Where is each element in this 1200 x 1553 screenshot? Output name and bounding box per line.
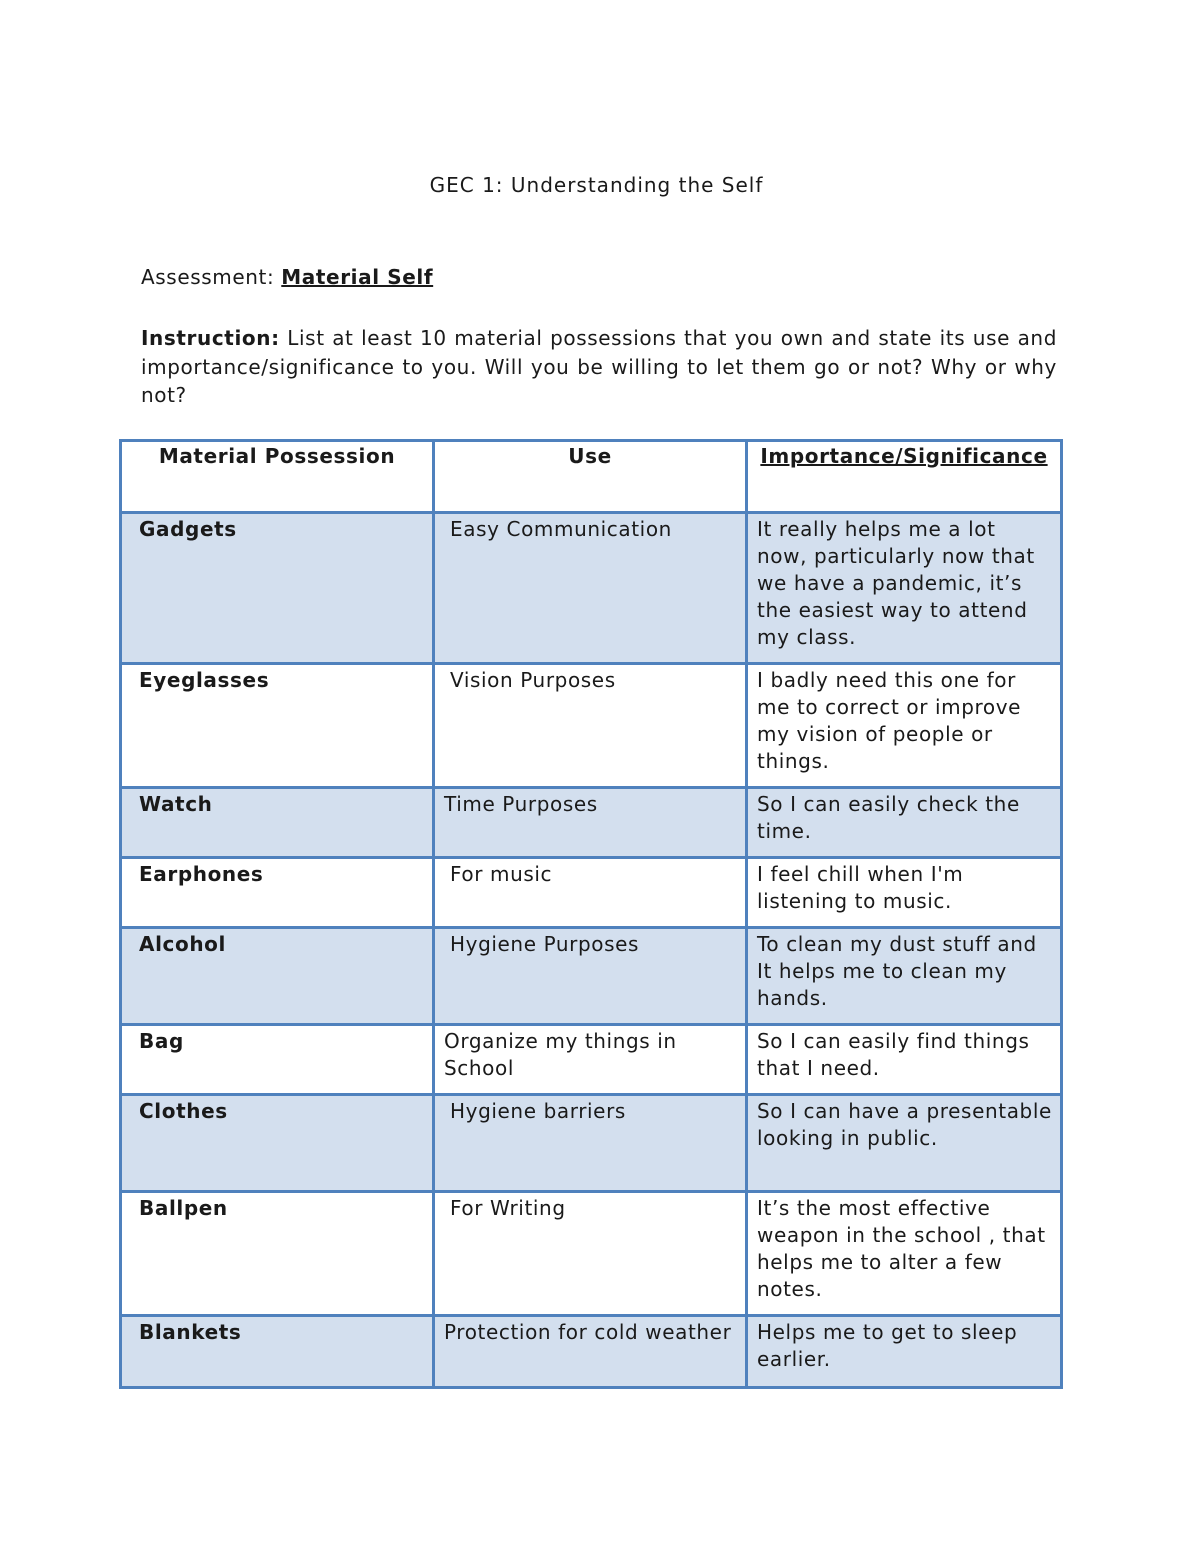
cell-importance: It’s the most effective weapon in the school , that helps me to alter a few notes. <box>747 1192 1062 1316</box>
table-row <box>121 1316 1062 1388</box>
cell-item: Ballpen <box>121 1192 434 1316</box>
cell-use: For Writing <box>434 1192 747 1316</box>
instruction-text: List at least 10 material possessions that you own and state its use and importance/significance to you. Will you be willing to let them go or not? Why or why not? <box>141 326 1057 407</box>
assessment-line <box>141 264 433 290</box>
table-row <box>121 664 1062 788</box>
table-row <box>121 1192 1062 1316</box>
cell-importance: So I can easily find things that I need. <box>747 1025 1062 1095</box>
cell-importance: Helps me to get to sleep earlier. <box>747 1316 1062 1388</box>
cell-importance: I feel chill when I'm listening to music. <box>747 858 1062 928</box>
table-row <box>121 858 1062 928</box>
cell-use: For music <box>434 858 747 928</box>
cell-item: Blankets <box>121 1316 434 1388</box>
cell-use: Hygiene Purposes <box>434 928 747 1025</box>
table-row <box>121 513 1062 664</box>
possessions-table <box>119 439 1063 1389</box>
cell-item: Alcohol <box>121 928 434 1025</box>
instruction-paragraph <box>141 324 1057 410</box>
cell-importance: It really helps me a lot now, particularly now that we have a pandemic, it’s the easiest way to attend my class. <box>747 513 1062 664</box>
cell-importance: To clean my dust stuff and It helps me to clean my hands. <box>747 928 1062 1025</box>
cell-item: Earphones <box>121 858 434 928</box>
table-row <box>121 1025 1062 1095</box>
header-importance: Importance/Significance <box>747 441 1062 513</box>
cell-item: Clothes <box>121 1095 434 1192</box>
header-material-possession: Material Possession <box>121 441 434 513</box>
header-use: Use <box>434 441 747 513</box>
assessment-value: Material Self <box>281 265 434 289</box>
cell-importance: I badly need this one for me to correct or improve my vision of people or things. <box>747 664 1062 788</box>
cell-use: Vision Purposes <box>434 664 747 788</box>
cell-item: Eyeglasses <box>121 664 434 788</box>
table-row <box>121 928 1062 1025</box>
cell-use: Time Purposes <box>434 788 747 858</box>
table-row <box>121 788 1062 858</box>
cell-importance: So I can have a presentable looking in public. <box>747 1095 1062 1192</box>
document-title: GEC 1: Understanding the Self <box>429 173 764 197</box>
table-row <box>121 1095 1062 1192</box>
assessment-label: Assessment: <box>141 265 282 289</box>
table-header-row <box>121 441 1062 513</box>
cell-item: Bag <box>121 1025 434 1095</box>
cell-use: Hygiene barriers <box>434 1095 747 1192</box>
cell-importance: So I can easily check the time. <box>747 788 1062 858</box>
cell-use: Easy Communication <box>434 513 747 664</box>
instruction-label: Instruction: <box>141 326 280 350</box>
cell-item: Watch <box>121 788 434 858</box>
cell-item: Gadgets <box>121 513 434 664</box>
cell-use: Organize my things in School <box>434 1025 747 1095</box>
cell-use: Protection for cold weather <box>434 1316 747 1388</box>
